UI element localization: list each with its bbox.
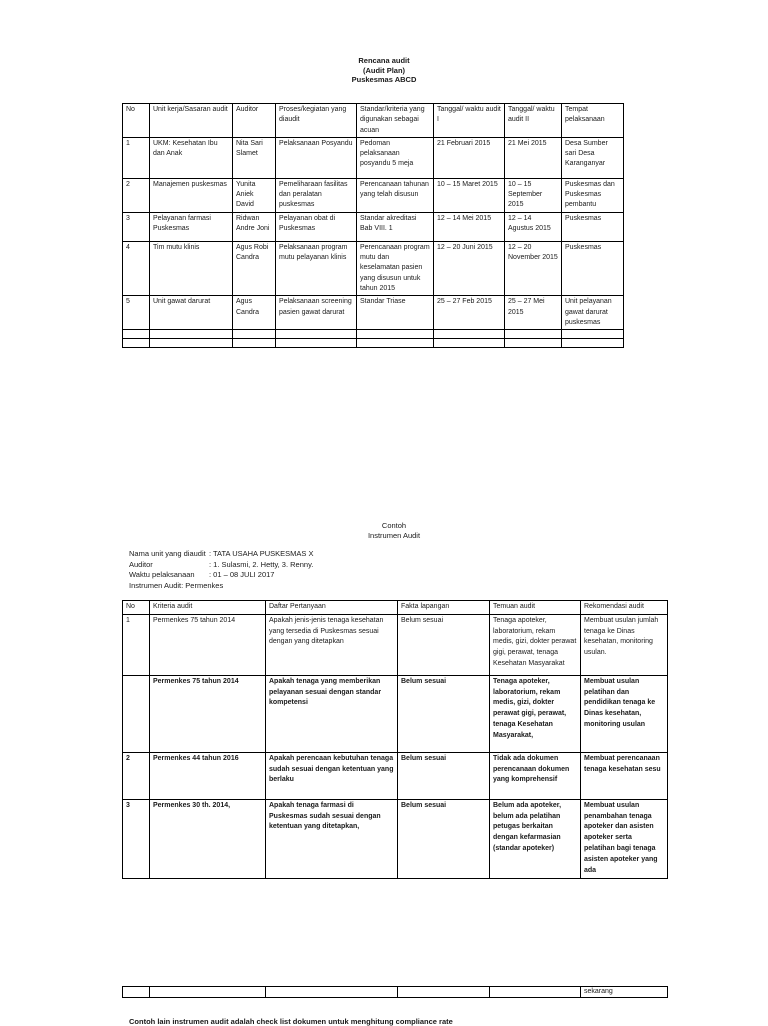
header-cell: Auditor (233, 104, 276, 138)
header-cell: Unit kerja/Sasaran audit (150, 104, 233, 138)
table-cell: Membuat usulan penambahan tenaga apoteker dan asisten apoteker serta pelatihan bagi tenaga asisten apoteker yang ada (581, 799, 668, 878)
table-cell: Unit pelayanan gawat darurat puskesmas (562, 296, 624, 330)
header-cell: No (123, 601, 150, 615)
table-cell: Apakah tenaga farmasi di Puskesmas sudah sesuai dengan ketentuan yang ditetapkan, (266, 799, 398, 878)
table-cell: Unit gawat darurat (150, 296, 233, 330)
table-row (123, 752, 668, 799)
table-cell (123, 330, 150, 339)
table-header-row (123, 601, 668, 615)
continuation-table (122, 986, 668, 998)
table-cell: 21 Februari 2015 (434, 137, 505, 178)
table-cell (123, 987, 150, 998)
table-cell: Membuat perencanaan tenaga kesehatan sesu (581, 752, 668, 799)
header-cell: Standar/kriteria yang digunakan sebagai acuan (357, 104, 434, 138)
title-line: Contoh (381, 521, 407, 530)
meta-row (129, 581, 313, 592)
table-cell: Belum sesuai (398, 752, 490, 799)
table-cell: Permenkes 44 tahun 2016 (150, 752, 266, 799)
meta-row (129, 570, 313, 581)
table-cell: Tidak ada dokumen perencanaan dokumen yang komprehensif (490, 752, 581, 799)
table-row (123, 212, 624, 241)
meta-key: Nama unit yang diaudit (129, 549, 206, 558)
header-cell: Tanggal/ waktu audit I (434, 104, 505, 138)
empty-row (123, 330, 624, 339)
table-cell: Belum sesuai (398, 614, 490, 675)
table-cell: Pelaksanaan screening pasien gawat darurat (276, 296, 357, 330)
table-cell: 4 (123, 241, 150, 295)
table-cell (434, 339, 505, 348)
title-line: Rencana audit (358, 56, 410, 65)
header-cell: Fakta lapangan (398, 601, 490, 615)
table-cell (490, 987, 581, 998)
table-row (123, 987, 668, 998)
table-row (123, 799, 668, 878)
header-cell: Tempat pelaksanaan (562, 104, 624, 138)
table-cell: 5 (123, 296, 150, 330)
title-line: Instrumen Audit (367, 530, 421, 540)
audit-plan-title (0, 56, 768, 85)
table-cell: Permenkes 30 th. 2014, (150, 799, 266, 878)
table-cell: Permenkes 75 tahun 2014 (150, 675, 266, 752)
table-cell (233, 339, 276, 348)
meta-value: : 1. Sulasmi, 2. Hetty, 3. Renny. (209, 559, 314, 569)
table-cell: Desa Sumber sari Desa Karanganyar (562, 137, 624, 178)
table-row (123, 137, 624, 178)
table-cell: Apakah perencaan kebutuhan tenaga sudah sesuai dengan ketentuan yang berlaku (266, 752, 398, 799)
header-cell: Daftar Pertanyaan (266, 601, 398, 615)
table-cell: Manajemen puskesmas (150, 178, 233, 212)
table-cell: Pedoman pelaksanaan posyandu 5 meja (357, 137, 434, 178)
audit-plan-table (122, 103, 624, 348)
table-cell (357, 330, 434, 339)
table-cell: Belum sesuai (398, 675, 490, 752)
table-cell: Nita Sari Slamet (233, 137, 276, 178)
table-cell: Standar akreditasi Bab VIII. 1 (357, 212, 434, 241)
table-cell: Puskesmas (562, 241, 624, 295)
table-cell: Agus Robi Candra (233, 241, 276, 295)
header-cell: Kriteria audit (150, 601, 266, 615)
meta-row (129, 560, 313, 571)
table-cell (398, 987, 490, 998)
table-cell: 25 – 27 Mei 2015 (505, 296, 562, 330)
table-cell: Agus Candra (233, 296, 276, 330)
table-cell (562, 330, 624, 339)
meta-key: Auditor (129, 559, 153, 569)
table-cell (150, 339, 233, 348)
table-cell: 12 – 20 November 2015 (505, 241, 562, 295)
table-cell: Belum ada apoteker, belum ada pelatihan petugas berkaitan dengan kefarmasian (standar apoteker) (490, 799, 581, 878)
table-cell: Tenaga apoteker, laboratorium, rekam medis, gizi, dokter perawat gigi, perawat, tenaga Kesehatan Masyarakat (490, 614, 581, 675)
table-row (123, 614, 668, 675)
table-cell (150, 987, 266, 998)
table-cell: UKM: Kesehatan Ibu dan Anak (150, 137, 233, 178)
table-cell: Perencanaan program mutu dan keselamatan pasien yang disusun untuk tahun 2015 (357, 241, 434, 295)
table-cell: 10 – 15 Maret 2015 (434, 178, 505, 212)
table-cell: 10 – 15 September 2015 (505, 178, 562, 212)
table-row (123, 241, 624, 295)
table-cell (505, 330, 562, 339)
meta-value: : TATA USAHA PUSKESMAS X (209, 549, 314, 558)
meta-key: Instrumen Audit: Permenkes (129, 580, 224, 590)
table-cell: Pelaksanaan Posyandu (276, 137, 357, 178)
table-cell: Perencanaan tahunan yang telah disusun (357, 178, 434, 212)
title-line: Puskesmas ABCD (351, 75, 417, 84)
table-cell (276, 330, 357, 339)
table-header-row (123, 104, 624, 138)
table-cell (562, 339, 624, 348)
table-cell: Apakah tenaga yang memberikan pelayanan sesuai dengan standar kompetensi (266, 675, 398, 752)
meta-key: Waktu pelaksanaan (129, 570, 195, 579)
table-cell (276, 339, 357, 348)
audit-instrument-table (122, 600, 668, 879)
header-cell: Temuan audit (490, 601, 581, 615)
header-cell: Proses/kegiatan yang diaudit (276, 104, 357, 138)
table-cell (266, 987, 398, 998)
table-cell: 25 – 27 Feb 2015 (434, 296, 505, 330)
table-cell: Apakah jenis-jenis tenaga kesehatan yang tersedia di Puskesmas sesuai dengan yang ditetapkan (266, 614, 398, 675)
table-cell: Ridwan Andre Joni (233, 212, 276, 241)
table-cell: Standar Triase (357, 296, 434, 330)
table-cell: 3 (123, 212, 150, 241)
table-row (123, 296, 624, 330)
header-cell: No (123, 104, 150, 138)
table-cell (123, 339, 150, 348)
table-cell (233, 330, 276, 339)
table-cell (123, 675, 150, 752)
table-cell: Tim mutu klinis (150, 241, 233, 295)
table-cell: 21 Mei 2015 (505, 137, 562, 178)
table-cell (357, 339, 434, 348)
table-cell: Permenkes 75 tahun 2014 (150, 614, 266, 675)
instrument-meta (129, 549, 313, 591)
table-cell: Pelayanan farmasi Puskesmas (150, 212, 233, 241)
table-cell: Yunita Aniek David (233, 178, 276, 212)
meta-row (129, 549, 313, 560)
table-cell: Membuat usulan jumlah tenaga ke Dinas kesehatan, monitoring usulan. (581, 614, 668, 675)
table-cell (505, 339, 562, 348)
table-cell: Puskesmas dan Puskesmas pembantu (562, 178, 624, 212)
table-cell: 1 (123, 137, 150, 178)
instrument-title (0, 521, 768, 540)
table-cell: Tenaga apoteker, laboratorium, rekam medis, gizi, dokter perawat gigi, perawat, tenaga Kesehatan Masyarakat, (490, 675, 581, 752)
table-cell: Pemeliharaan fasilitas dan peralatan puskesmas (276, 178, 357, 212)
table-cell: Pelayanan obat di Puskesmas (276, 212, 357, 241)
table-cell: 2 (123, 752, 150, 799)
table-cell: sekarang (581, 987, 668, 998)
meta-value: : 01 – 08 JULI 2017 (209, 570, 275, 579)
table-cell: 12 – 14 Mei 2015 (434, 212, 505, 241)
table-row (123, 675, 668, 752)
empty-row (123, 339, 624, 348)
header-cell: Rekomendasi audit (581, 601, 668, 615)
table-cell: 1 (123, 614, 150, 675)
table-cell (434, 330, 505, 339)
table-row (123, 178, 624, 212)
table-cell: Pelaksanaan program mutu pelayanan klinis (276, 241, 357, 295)
table-cell: 12 – 20 Juni 2015 (434, 241, 505, 295)
table-cell: 12 – 14 Agustus 2015 (505, 212, 562, 241)
header-cell: Tanggal/ waktu audit II (505, 104, 562, 138)
title-line: (Audit Plan) (362, 65, 406, 75)
footer-note: Contoh lain instrumen audit adalah check list dokumen untuk menghitung compliance rate (129, 1017, 453, 1026)
table-cell: Puskesmas (562, 212, 624, 241)
table-cell: 3 (123, 799, 150, 878)
table-cell: 2 (123, 178, 150, 212)
table-cell: Belum sesuai (398, 799, 490, 878)
table-cell (150, 330, 233, 339)
table-cell: Membuat usulan pelatihan dan pendidikan tenaga ke Dinas kesehatan, monitoring usulan (581, 675, 668, 752)
